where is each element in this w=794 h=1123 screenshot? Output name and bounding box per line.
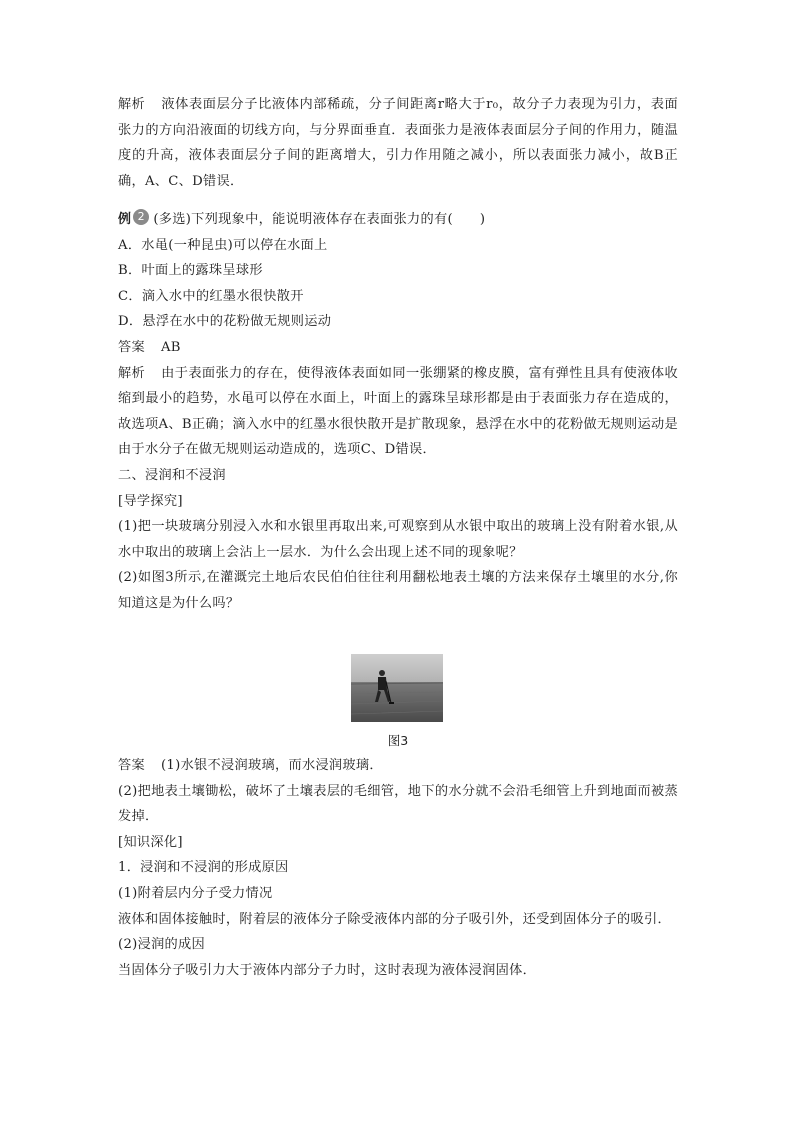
answer-2: (2)把地表土壤锄松，破坏了土壤表层的毛细管，地下的水分就不会沿毛细管上升到地面而被蒸发掉． <box>118 783 678 825</box>
knowledge-text-1: 液体和固体接触时，附着层的液体分子除受液体内部的分子吸引外，还受到固体分子的吸引． <box>118 911 671 927</box>
option-a: A．水黾(一种昆虫)可以停在水面上 <box>118 237 328 253</box>
figure-caption: 图3 <box>387 733 409 748</box>
analysis-label-2: 解析 <box>118 365 145 381</box>
example-mark: 例 <box>118 212 132 227</box>
analysis-block-1 <box>118 92 678 194</box>
answer-value: AB <box>160 339 181 355</box>
answer-line <box>118 335 678 361</box>
answer-and-knowledge-block <box>118 753 678 983</box>
guide-question-1: (1)把一块玻璃分别浸入水和水银里再取出来,可观察到从水银中取出的玻璃上没有附着水银,从水中取出的玻璃上会沾上一层水．为什么会出现上述不同的现象呢？ <box>118 519 678 560</box>
section-heading: 二、浸润和不浸润 <box>118 467 226 483</box>
knowledge-text-2: 当固体分子吸引力大于液体内部分子力时，这时表现为液体浸润固体． <box>118 962 537 978</box>
knowledge-sub-2: (2)浸润的成因 <box>118 937 206 953</box>
option-d: D．悬浮在水中的花粉做无规则运动 <box>118 314 332 330</box>
example-analysis <box>118 361 678 463</box>
deep-heading: [知识深化] <box>118 834 183 850</box>
farmer-figure <box>351 654 443 722</box>
farmer-photo-image <box>351 654 443 722</box>
analysis-label: 解析 <box>118 97 145 112</box>
option-b: B．叶面上的露珠呈球形 <box>118 263 263 279</box>
knowledge-sub-1: (1)附着层内分子受力情况 <box>118 885 273 901</box>
example-number-badge: 2 <box>133 209 149 225</box>
question-text: (多选)下列现象中，能说明液体存在表面张力的有( ) <box>153 212 486 227</box>
analysis-paragraph <box>118 92 678 194</box>
option-c: C．滴入水中的红墨水很快散开 <box>118 288 304 304</box>
guide-question-2: (2)如图3所示,在灌溉完土地后农民伯伯往往利用翻松地表土壤的方法来保存土壤里的水分,你知道这是为什么吗？ <box>118 570 678 611</box>
answer-label-2: 答案 <box>118 758 145 773</box>
example-analysis-text: 由于表面张力的存在，使得液体表面如同一张绷紧的橡皮膜，富有弹性且具有使液体收缩到最小的趋势，水黾可以停在水面上，叶面上的露珠呈球形都是由于表面张力存在造成的，故选项A、B正确；滴入水中的红墨水很快散开是扩散现象，悬浮在水中的花粉做无规则运动是由于水分子在做无规则运动造成的，选项C、D错误． <box>118 365 678 458</box>
answer-label: 答案 <box>118 339 145 355</box>
example-question <box>118 207 678 233</box>
analysis-text: 液体表面层分子比液体内部稀疏，分子间距离r略大于r₀，故分子力表现为引力，表面张力的方向沿液面的切线方向，与分界面垂直．表面张力是液体表面层分子间的作用力，随温度的升高，液体表面层分子间的距离增大，引力作用随之减小，所以表面张力减小，故B正确，A、C、D错误． <box>118 97 678 189</box>
example-2-block <box>118 207 678 617</box>
answer-1 <box>118 753 678 779</box>
knowledge-title-1: 1．浸润和不浸润的形成原因 <box>118 860 289 876</box>
guide-heading: [导学探究] <box>118 493 183 509</box>
answer-1-text: (1)水银不浸润玻璃，而水浸润玻璃． <box>160 758 383 773</box>
